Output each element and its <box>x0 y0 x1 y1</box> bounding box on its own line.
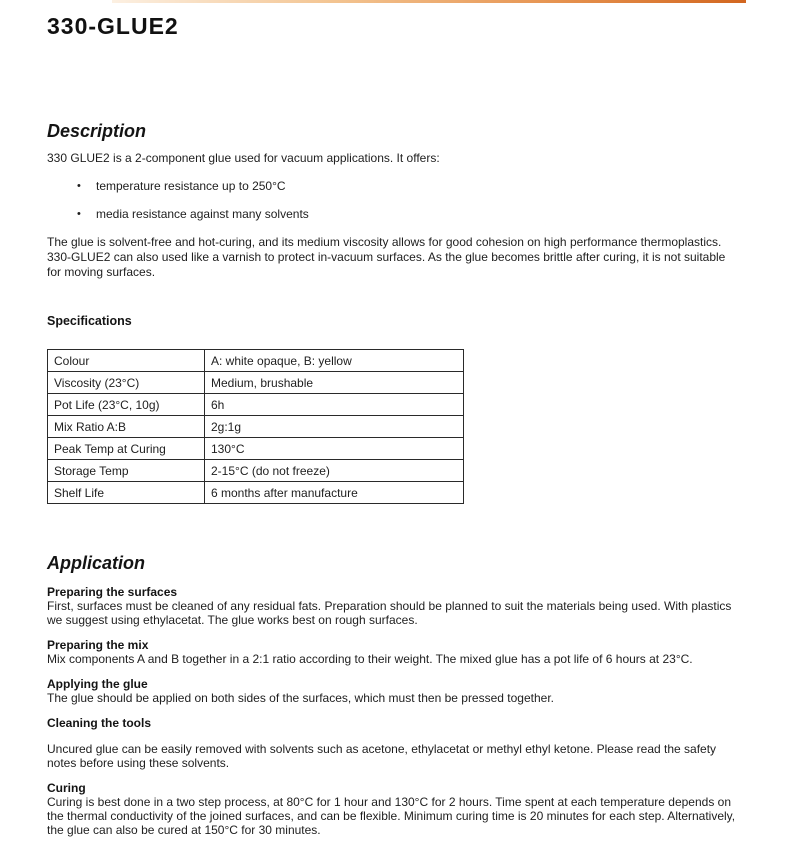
spec-label: Viscosity (23°C) <box>48 372 205 394</box>
subsection-heading: Preparing the mix <box>47 638 149 652</box>
subsection-heading: Preparing the surfaces <box>47 585 178 599</box>
spec-label: Shelf Life <box>48 482 205 504</box>
subsection-body: First, surfaces must be cleaned of any residual fats. Preparation should be planned to suit the materials being used. With plastics we suggest using ethylacetat. The glue works best on rough surfaces. <box>47 599 732 627</box>
subsection-body: Mix components A and B together in a 2:1 ratio according to their weight. The mixed glue has a pot life of 6 hours at 23°C. <box>47 652 693 666</box>
subsection-body: Curing is best done in a two step process, at 80°C for 1 hour and 130°C for 2 hours. Time spent at each temperature depends on the thermal conductivity of the joined surfaces, and can be flexible. Minimum curing time is 20 minutes for each step. Alternatively, the glue can also be cured at 150°C for 30 minutes. <box>47 795 736 837</box>
spec-label: Colour <box>48 350 205 372</box>
spec-value: Medium, brushable <box>205 372 464 394</box>
table-row <box>48 394 464 416</box>
list-item <box>47 207 742 221</box>
spec-value: 2g:1g <box>205 416 464 438</box>
application-subsection-preparing-surfaces <box>47 585 742 627</box>
bullet-icon: • <box>77 180 81 192</box>
specifications-table <box>47 349 464 504</box>
bullet-text: temperature resistance up to 250°C <box>96 179 286 193</box>
application-subsection-curing <box>47 781 742 837</box>
application-heading: Application <box>47 553 145 573</box>
list-item <box>47 179 742 193</box>
subsection-heading: Applying the glue <box>47 677 148 691</box>
spec-label: Storage Temp <box>48 460 205 482</box>
application-subsection-applying-glue <box>47 677 742 705</box>
bullet-text: media resistance against many solvents <box>96 207 309 221</box>
table-row <box>48 350 464 372</box>
table-row <box>48 372 464 394</box>
bullet-icon: • <box>77 208 81 220</box>
subsection-heading: Cleaning the tools <box>47 716 152 730</box>
spec-value: 6 months after manufacture <box>205 482 464 504</box>
table-row <box>48 416 464 438</box>
specifications-heading: Specifications <box>47 314 132 328</box>
header-gradient-rule <box>112 0 746 3</box>
spec-value: A: white opaque, B: yellow <box>205 350 464 372</box>
table-row <box>48 438 464 460</box>
subsection-heading: Curing <box>47 781 86 795</box>
spec-value: 130°C <box>205 438 464 460</box>
spec-label: Peak Temp at Curing <box>48 438 205 460</box>
table-row <box>48 482 464 504</box>
spec-label: Mix Ratio A:B <box>48 416 205 438</box>
application-subsection-preparing-mix <box>47 638 742 666</box>
table-row <box>48 460 464 482</box>
spec-value: 2-15°C (do not freeze) <box>205 460 464 482</box>
description-heading: Description <box>47 121 147 141</box>
page-title: 330-GLUE2 <box>47 13 179 39</box>
spec-label: Pot Life (23°C, 10g) <box>48 394 205 416</box>
description-bullet-list <box>47 179 742 221</box>
description-paragraph: The glue is solvent-free and hot-curing, and its medium viscosity allows for good cohesion on high performance thermoplastics. 330-GLUE2 can also used like a varnish to protect in-vacuum surfaces. As the glue becomes brittle after curing, it is not suitable for moving surfaces. <box>47 235 726 279</box>
subsection-body: The glue should be applied on both sides of the surfaces, which must then be pressed together. <box>47 691 554 705</box>
subsection-body: Uncured glue can be easily removed with solvents such as acetone, ethylacetat or methyl ethyl ketone. Please read the safety notes before using these solvents. <box>47 742 717 770</box>
spec-value: 6h <box>205 394 464 416</box>
description-intro: 330 GLUE2 is a 2-component glue used for vacuum applications. It offers: <box>47 151 440 165</box>
application-subsection-cleaning-tools <box>47 716 742 770</box>
